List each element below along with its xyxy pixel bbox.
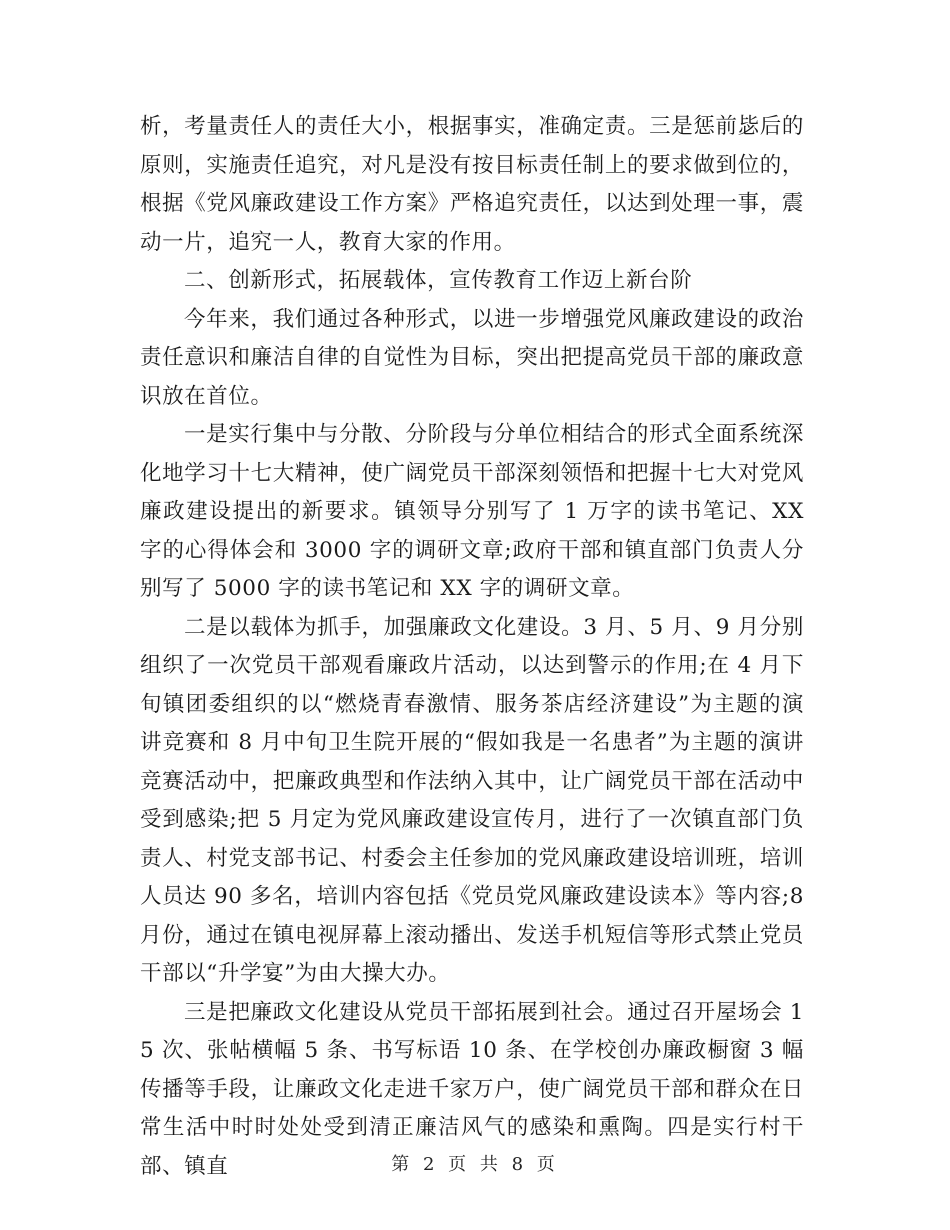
paragraph-continuation: 析，考量责任人的责任大小，根据事实，准确定责。三是惩前毖后的原则，实施责任追究，对凡是没有按目标责任制上的要求做到位的，根据《党风廉政建设工作方案》严格追究责任，以达到处理一事，震动一片，追究一人，教育大家的作用。 xyxy=(140,114,804,255)
paragraph-point-one: 一是实行集中与分散、分阶段与分单位相结合的形式全面系统深化地学习十七大精神，使广阔党员干部深刻领悟和把握十七大对党风廉政建设提出的新要求。镇领导分别写了 1 万字的读书笔记、XX 字的心得体会和 3000 字的调研文章;政府干部和镇直部门负责人分别写了 5000 字的读书笔记和 XX 字的调研文章。 xyxy=(140,422,804,601)
paragraph-intro: 今年来，我们通过各种形式，以进一步增强党风廉政建设的政治责任意识和廉洁自律的自觉性为目标，突出把提高党员干部的廉政意识放在首位。 xyxy=(140,306,804,409)
paragraph-point-two: 二是以载体为抓手，加强廉政文化建设。3 月、5 月、9 月分别组织了一次党员干部观看廉政片活动，以达到警示的作用;在 4 月下旬镇团委组织的以“燃烧青春激情、服务茶店经济建设”为主题的演讲竞赛和 8 月中旬卫生院开展的“假如我是一名患者”为主题的演讲竞赛活动中，把廉政典型和作法纳入其中，让广阔党员干部在活动中受到感染;把 5 月定为党风廉政建设宣传月，进行了一次镇直部门负责人、村党支部书记、村委会主任参加的党风廉政建设培训班，培训人员达 90 多名，培训内容包括《党员党风廉政建设读本》等内容;8 月份，通过在镇电视屏幕上滚动播出、发送手机短信等形式禁止党员干部以“升学宴”为由大操大办。 xyxy=(140,614,804,986)
document-body xyxy=(140,108,804,1186)
section-heading: 二、创新形式，拓展载体，宣传教育工作迈上新台阶 xyxy=(184,268,693,293)
page-footer: 第 2 页 共 8 页 xyxy=(391,1154,559,1175)
paragraph-point-three: 三是把廉政文化建设从党员干部拓展到社会。通过召开屋场会 15 次、张帖横幅 5 条、书写标语 10 条、在学校创办廉政橱窗 3 幅传播等手段，让廉政文化走进千家万户，使广阔党员干部和群众在日常生活中时时处处受到清正廉洁风气的感染和熏陶。四是实行村干部、镇直 xyxy=(140,999,804,1179)
